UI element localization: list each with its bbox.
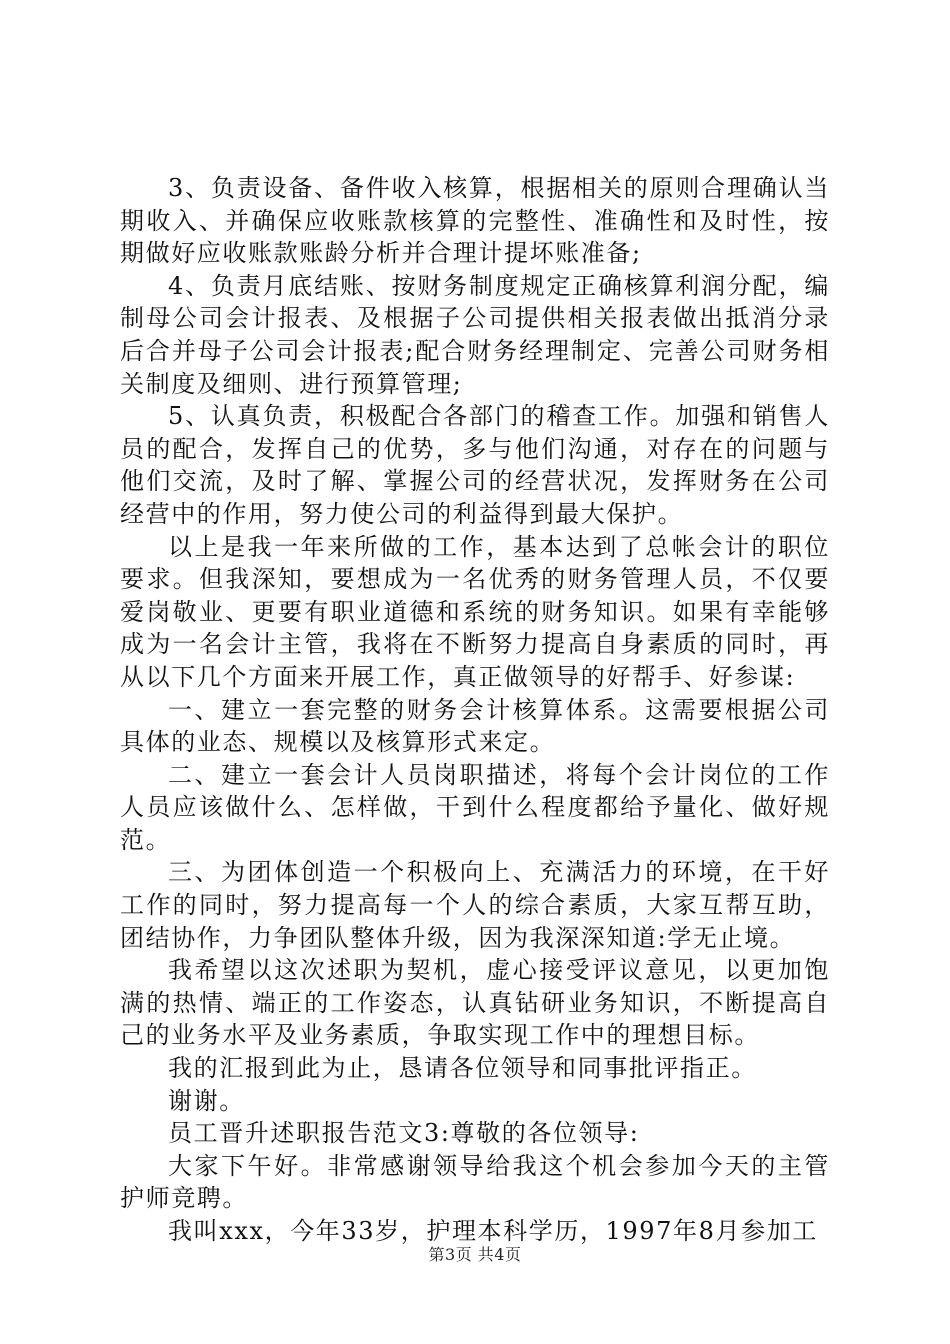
paragraph-item-5: 5、认真负责，积极配合各部门的稽查工作。加强和销售人员的配合，发挥自己的优势，多与他们沟通，对存在的问题与他们交流，及时了解、掌握公司的经营状况，发挥财务在公司经营中的作用，努力使公司的利益得到最大保护。 <box>120 402 830 528</box>
paragraph-summary: 以上是我一年来所做的工作，基本达到了总帐会计的职位要求。但我深知，要想成为一名优秀的财务管理人员，不仅要爱岗敬业、更要有职业道德和系统的财务知识。如果有幸能够成为一名会计主管，我将在不断努力提高自身素质的同时，再从以下几个方面来开展工作，真正做领导的好帮手、好参谋: <box>120 532 830 691</box>
paragraph-plan-1: 一、建立一套完整的财务会计核算体系。这需要根据公司具体的业态、规模以及核算形式来定。 <box>120 695 830 757</box>
paragraph-sample-heading: 员工晋升述职报告范文3:尊敬的各位领导: <box>168 1119 640 1148</box>
page-indicator: 第3页 共4页 <box>428 1245 522 1264</box>
paragraph-item-3: 3、负责设备、备件收入核算，根据相关的原则合理确认当期收入、并确保应收账款核算的完整性、准确性和及时性，按期做好应收账款账龄分析并合理计提坏账准备; <box>120 174 830 268</box>
page-footer <box>0 1245 950 1265</box>
paragraph-plan-2: 二、建立一套会计人员岗职描述，将每个会计岗位的工作人员应该做什么、怎样做，干到什么程度都给予量化、做好规范。 <box>120 760 830 854</box>
paragraph-greeting: 大家下午好。非常感谢领导给我这个机会参加今天的主管护师竞聘。 <box>120 1151 830 1213</box>
document-body <box>120 172 830 1248</box>
paragraph-thanks: 谢谢。 <box>168 1086 245 1115</box>
paragraph-hope: 我希望以这次述职为契机，虚心接受评议意见，以更加饱满的热情、端正的工作姿态，认真钻研业务知识，不断提高自己的业务水平及业务素质，争取实现工作中的理想目标。 <box>120 956 830 1050</box>
paragraph-intro: 我叫xxx，今年33岁，护理本科学历，1997年8月参加工 <box>168 1217 818 1245</box>
paragraph-item-4: 4、负责月底结账、按财务制度规定正确核算利润分配，编制母公司会计报表、及根据子公司提供相关报表做出抵消分录后合并母子公司会计报表;配合财务经理制定、完善公司财务相关制度及细则、进行预算管理; <box>120 271 830 398</box>
paragraph-closing: 我的汇报到此为止，恳请各位领导和同事批评指正。 <box>168 1054 757 1083</box>
paragraph-plan-3: 三、为团体创造一个积极向上、充满活力的环境，在干好工作的同时，努力提高每一个人的综合素质，大家互帮互助，团结协作，力争团队整体升级，因为我深深知道:学无止境。 <box>120 858 830 952</box>
